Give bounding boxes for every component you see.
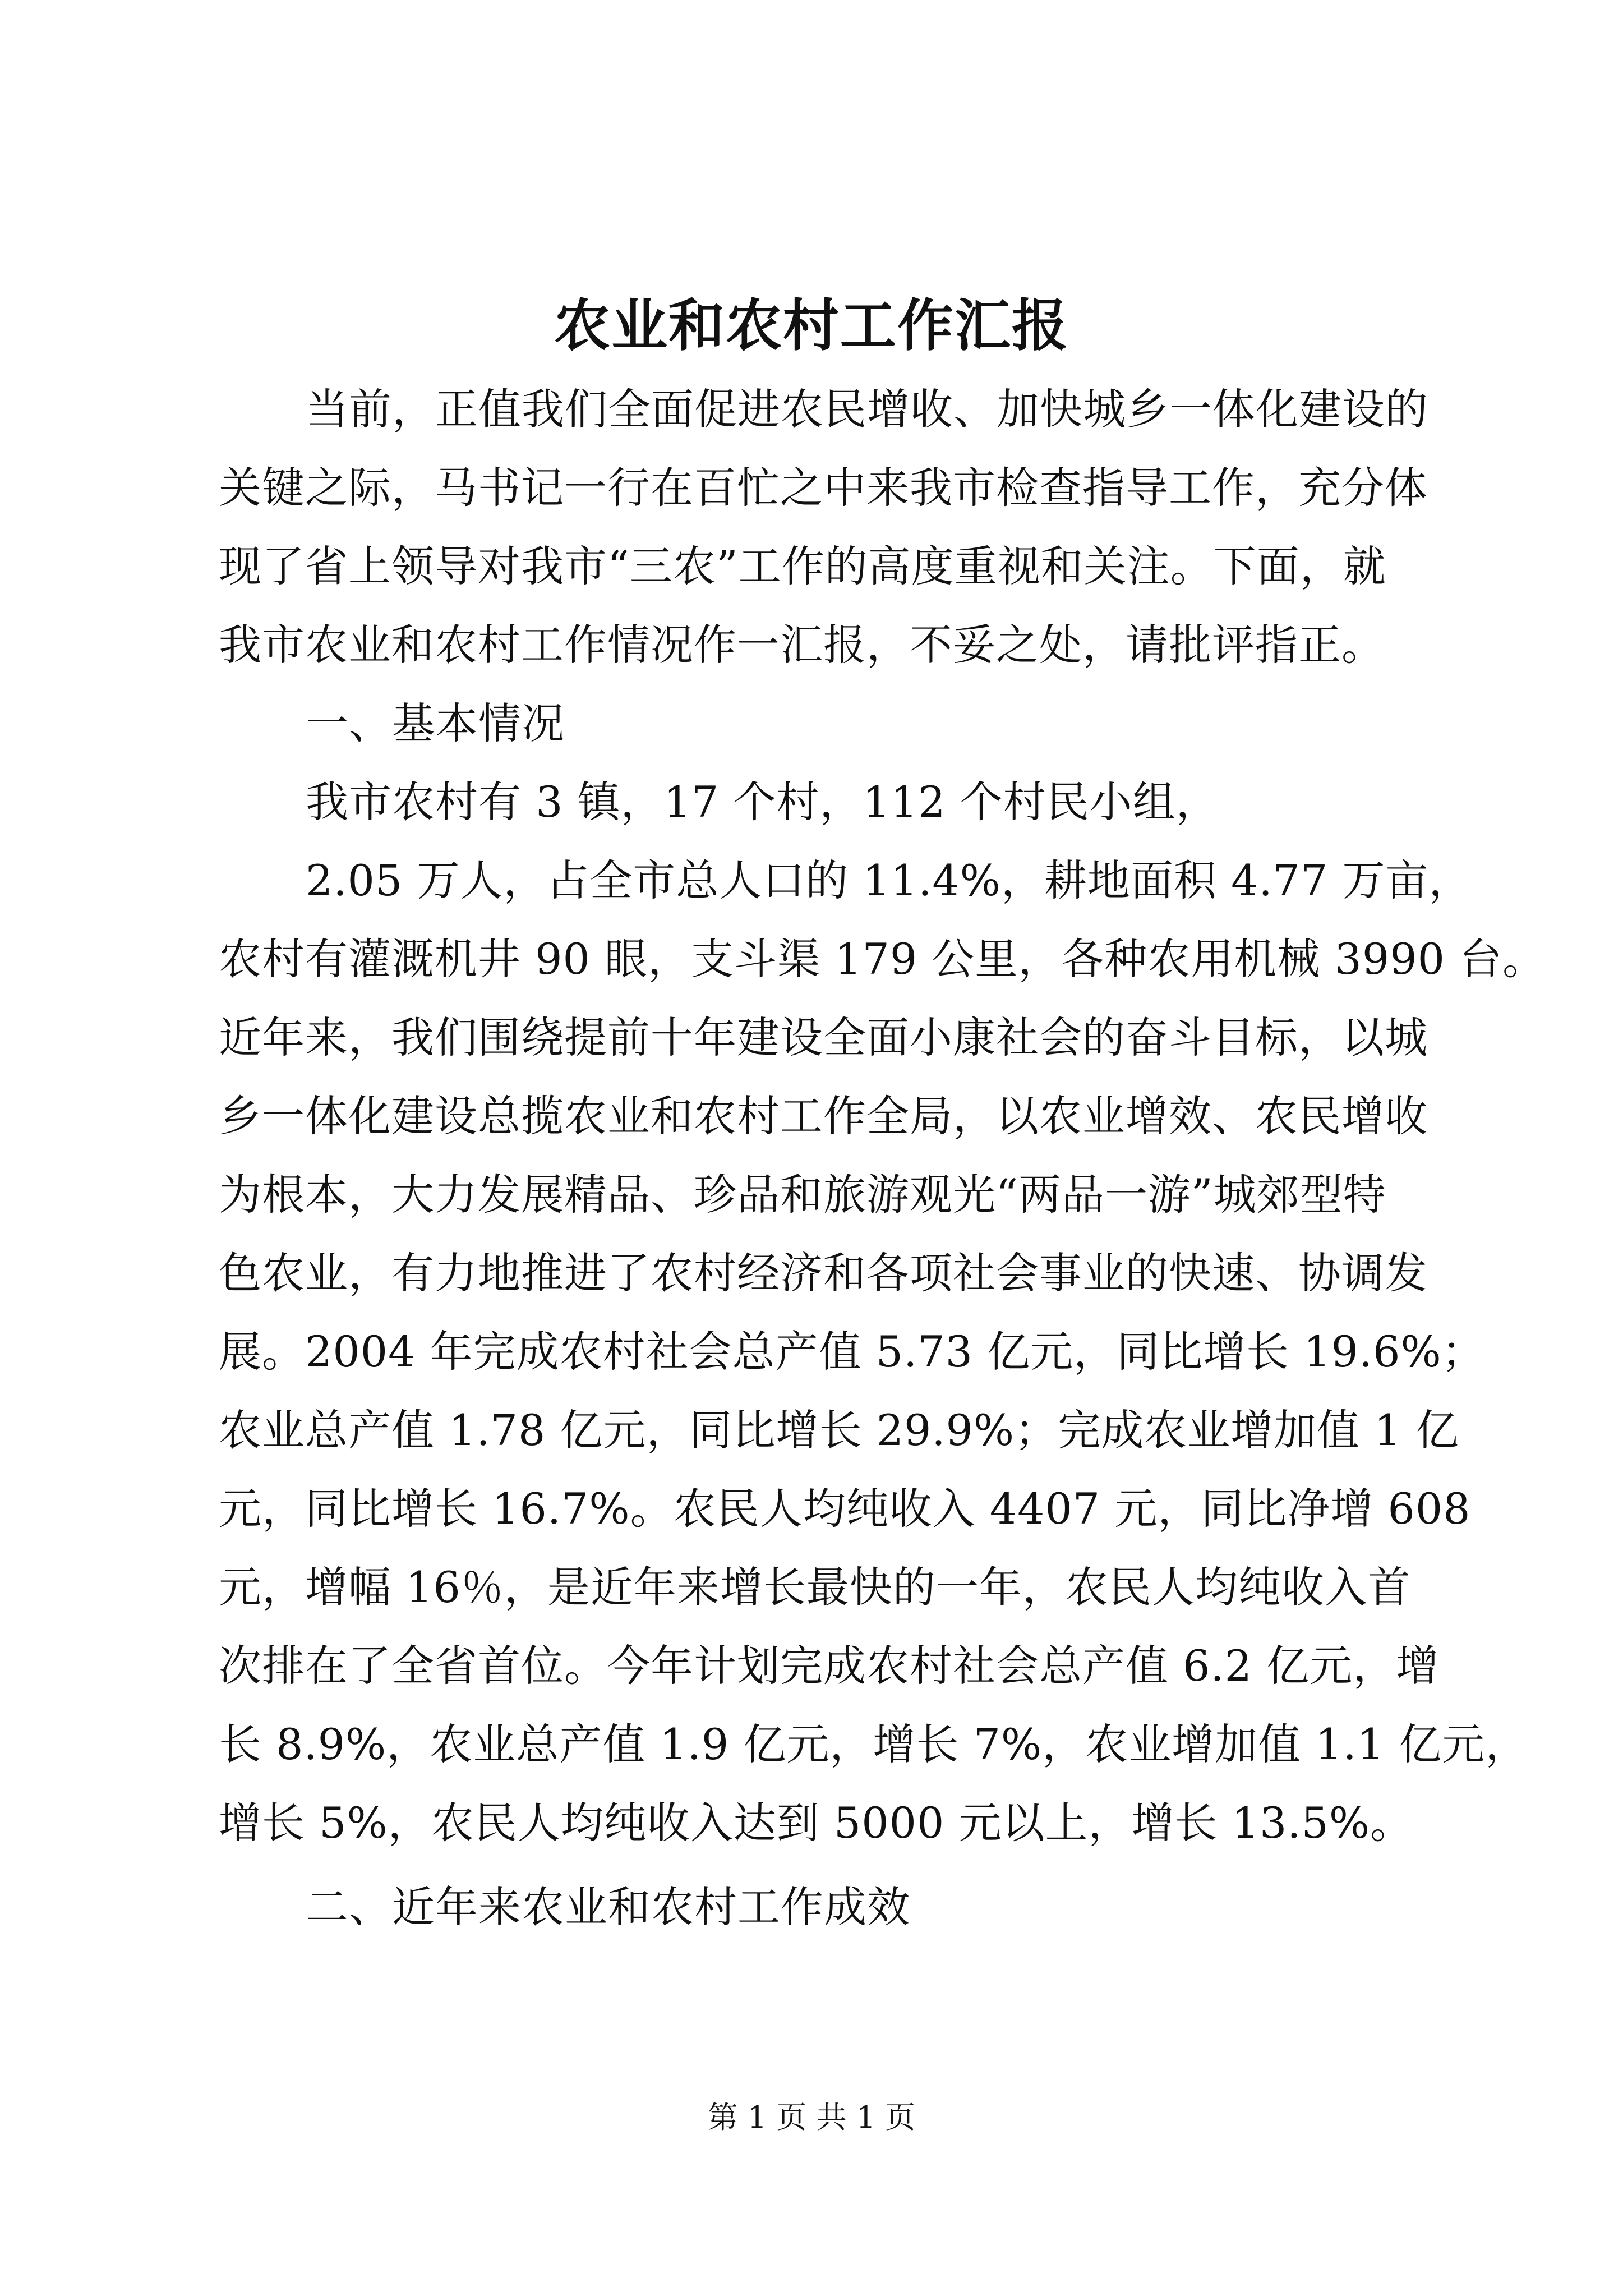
page-footer: 第 1 页 共 1 页	[707, 2100, 916, 2135]
paragraph-line: 我市农村有 3 镇，17 个村，112 个村民小组，	[306, 777, 1219, 827]
section-heading: 二、近年来农业和农村工作成效	[306, 1882, 910, 1932]
paragraph-line: 乡一体化建设总揽农业和农村工作全局，以农业增效、农民增收	[219, 1091, 1428, 1141]
paragraph-line: 为根本，大力发展精品、珍品和旅游观光“两品一游”城郊型特	[219, 1170, 1386, 1220]
paragraph-line: 农业总产值 1.78 亿元，同比增长 29.9%；完成农业增加值 1 亿	[219, 1405, 1459, 1455]
paragraph-line: 现了省上领导对我市“三农”工作的高度重视和关注。下面，就	[219, 541, 1386, 591]
paragraph-line: 我市农业和农村工作情况作一汇报，不妥之处，请批评指正。	[219, 620, 1385, 670]
paragraph-line: 元，增幅 16％，是近年来增长最快的一年，农民人均纯收入首	[219, 1562, 1411, 1612]
paragraph-line: 长 8.9%，农业总产值 1.9 亿元，增长 7%，农业增加值 1.1 亿元，	[219, 1719, 1529, 1769]
document-title: 农业和农村工作汇报	[554, 292, 1069, 358]
paragraph-line: 元，同比增长 16.7%。农民人均纯收入 4407 元，同比净增 608	[219, 1484, 1471, 1534]
paragraph-line: 当前，正值我们全面促进农民增收、加快城乡一体化建设的	[306, 384, 1428, 434]
paragraph-line: 次排在了全省首位。今年计划完成农村社会总产值 6.2 亿元，增	[219, 1641, 1440, 1691]
section-heading: 一、基本情况	[306, 698, 565, 748]
paragraph-line: 近年来，我们围绕提前十年建设全面小康社会的奋斗目标，以城	[219, 1013, 1428, 1062]
paragraph-line: 增长 5%，农民人均纯收入达到 5000 元以上，增长 13.5%。	[219, 1798, 1414, 1848]
paragraph-line: 展。2004 年完成农村社会总产值 5.73 亿元，同比增长 19.6%；	[219, 1327, 1485, 1377]
paragraph-line: 关键之际，马书记一行在百忙之中来我市检查指导工作，充分体	[219, 463, 1428, 513]
paragraph-line: 色农业，有力地推进了农村经济和各项社会事业的快速、协调发	[219, 1248, 1428, 1298]
paragraph-line: 农村有灌溉机井 90 眼，支斗渠 179 公里，各种农用机械 3990 台。	[219, 934, 1546, 984]
paragraph-line: 2.05 万人，占全市总人口的 11.4%，耕地面积 4.77 万亩，	[306, 855, 1472, 905]
